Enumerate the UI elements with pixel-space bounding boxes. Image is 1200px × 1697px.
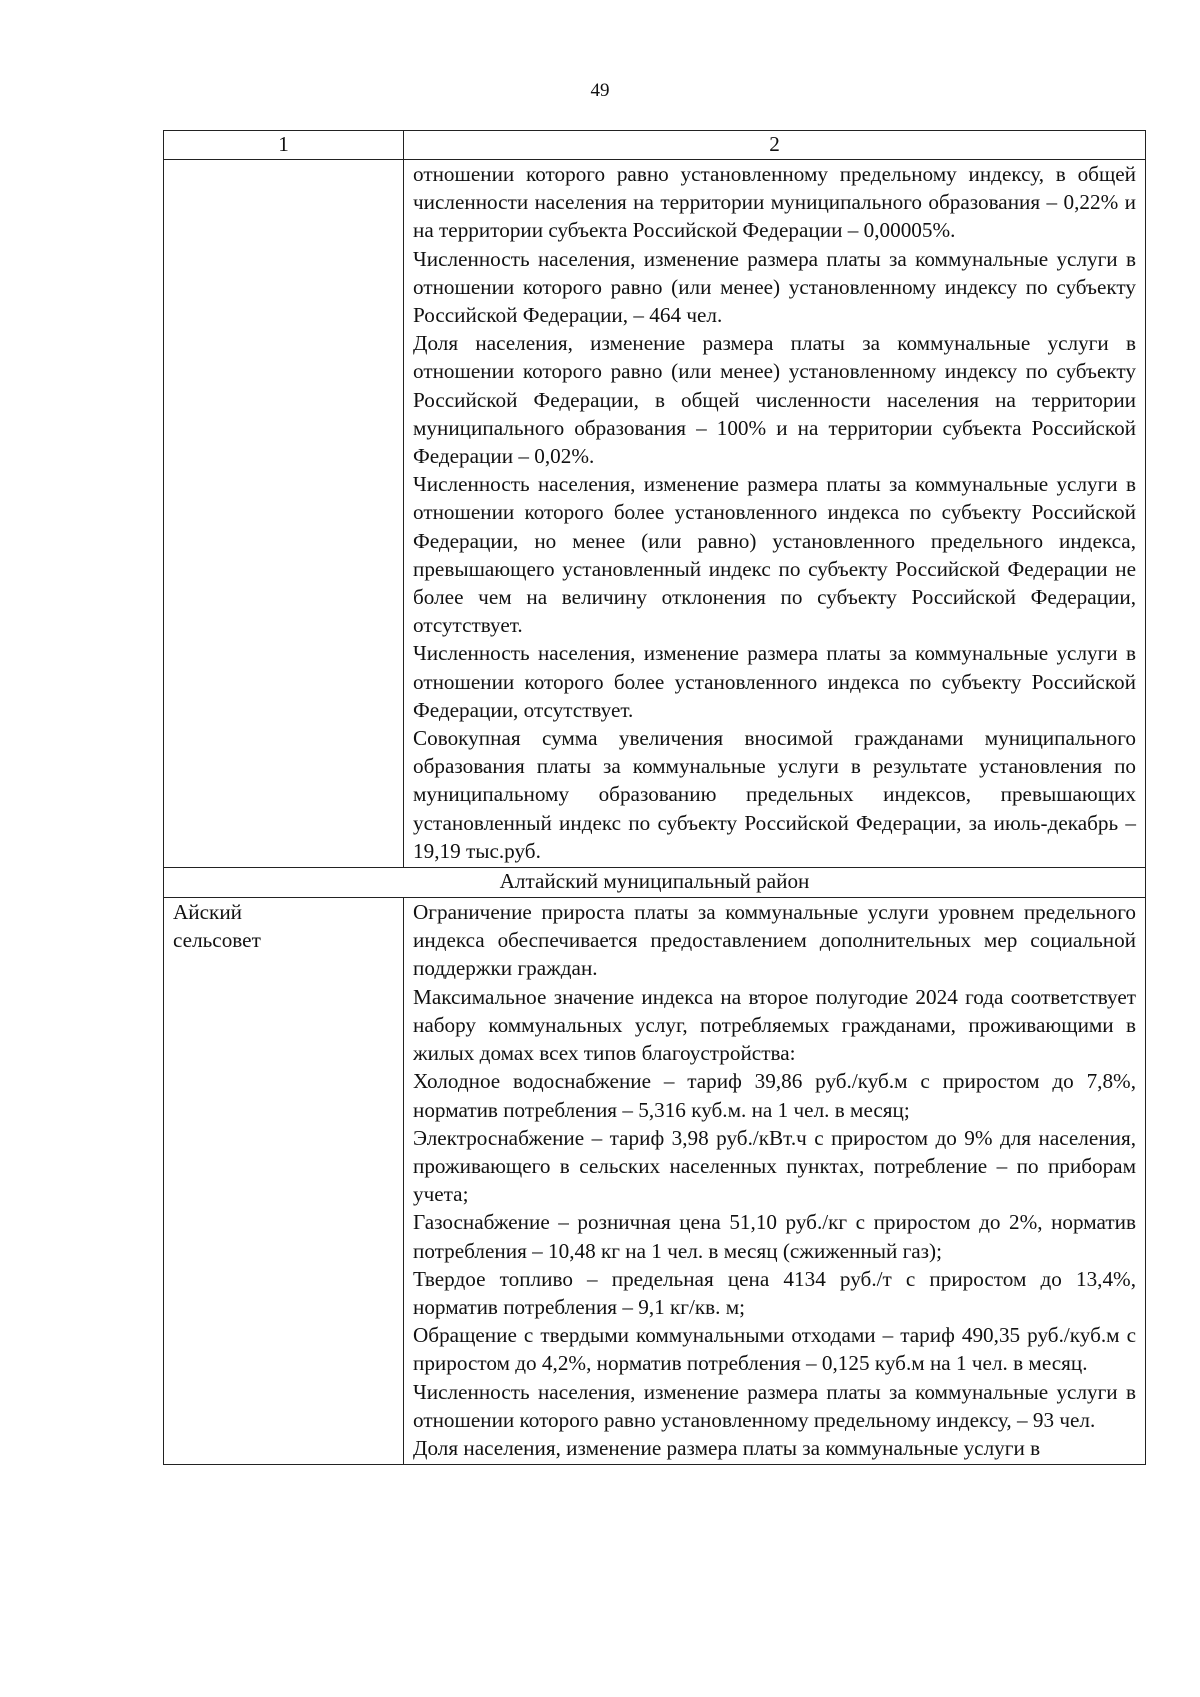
page-number: 49 (590, 80, 610, 101)
paragraph: Холодное водоснабжение – тариф 39,86 руб./куб.м с приростом до 7,8%, норматив потребления – 5,316 куб.м. на 1 чел. в месяц; (413, 1069, 1136, 1122)
paragraph: Электроснабжение – тариф 3,98 руб./кВт.ч с приростом до 9% для населения, проживающего в сельских населенных пунктах, потребление – по приборам учета; (413, 1125, 1136, 1207)
municipality-name: Айский сельсовет (164, 898, 404, 1465)
paragraph: Доля населения, изменение размера платы за коммунальные услуги в (413, 1435, 1041, 1460)
paragraph: Максимальное значение индекса на второе полугодие 2024 года соответствует набору коммунальных услуг, потребляемых гражданами, проживающими в жилых домах всех типов благоустройства: (413, 984, 1136, 1066)
table-header-row (164, 131, 1146, 160)
paragraph: отношении которого равно установленному предельному индексу, в общей численности населения на территории муниципального образования – 0,22% и на территории субъекта Российской Федерации – 0,00005%. (413, 162, 1136, 243)
paragraph: Численность населения, изменение размера платы за коммунальные услуги в отношении которого равно установленному предельному индексу, – 93 чел. (413, 1379, 1136, 1432)
paragraph: Численность населения, изменение размера платы за коммунальные услуги в отношении которого более установленного индекса по субъекту Российской Федерации, но менее (или равно) установленного предельного индекса, превышающего установленный индекс по субъекту Российской Федерации не более чем на величину отклонения по субъекту Российской Федерации, отсутствует. (413, 472, 1136, 638)
column-header-2: 2 (404, 131, 1146, 160)
paragraph: Доля населения, изменение размера платы за коммунальные услуги в отношении которого равно (или менее) установленному индексу по субъекту Российской Федерации, в общей численности населения на территории муниципального образования – 100% и на территории субъекта Российской Федерации – 0,02%. (413, 331, 1136, 469)
paragraph: Обращение с твердыми коммунальными отходами – тариф 490,35 руб./куб.м с приростом до 4,2%, норматив потребления – 0,125 куб.м на 1 чел. в месяц. (413, 1323, 1136, 1376)
column-header-1: 1 (164, 131, 404, 160)
municipality-row (164, 898, 1146, 1465)
paragraph: Численность населения, изменение размера платы за коммунальные услуги в отношении которого равно (или менее) установленному индексу по субъекту Российской Федерации, – 464 чел. (413, 246, 1136, 328)
paragraph: Газоснабжение – розничная цена 51,10 руб./кг с приростом до 2%, норматив потребления – 10,48 кг на 1 чел. в месяц (сжиженный газ); (413, 1210, 1136, 1263)
continuation-municipality-cell (164, 160, 404, 868)
district-row (164, 868, 1146, 898)
document-table (163, 130, 1146, 1465)
continuation-row (164, 160, 1146, 868)
paragraph: Совокупная сумма увеличения вносимой гражданами муниципального образования платы за коммунальные услуги в результате установления по муниципальному образованию предельных индексов, превышающих установленный индекс по субъекту Российской Федерации, за июль-декабрь – 19,19 тыс.руб. (413, 726, 1136, 863)
district-heading: Алтайский муниципальный район (164, 868, 1146, 898)
continuation-text-cell (404, 160, 1146, 868)
paragraph: Ограничение прироста платы за коммунальные услуги уровнем предельного индекса обеспечивается предоставлением дополнительных мер социальной поддержки граждан. (413, 900, 1136, 981)
paragraph: Твердое топливо – предельная цена 4134 руб./т с приростом до 13,4%, норматив потребления – 9,1 кг/кв. м; (413, 1266, 1136, 1319)
municipality-text-cell (404, 898, 1146, 1465)
paragraph: Численность населения, изменение размера платы за коммунальные услуги в отношении которого более установленного индекса по субъекту Российской Федерации, отсутствует. (413, 641, 1136, 722)
